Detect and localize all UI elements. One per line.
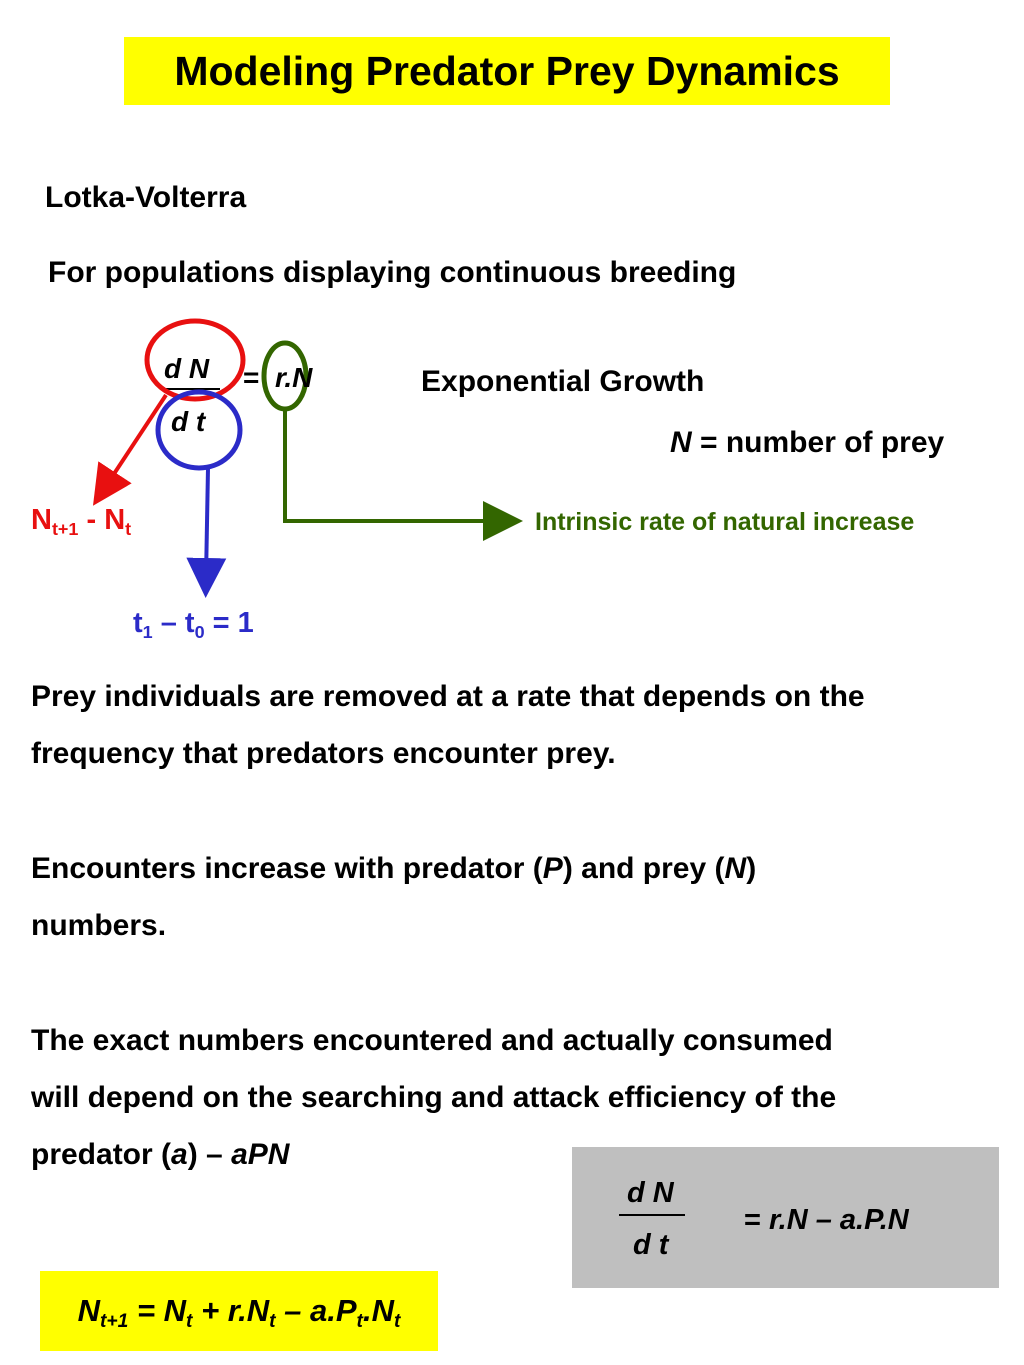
subheading: For populations displaying continuous breeding	[48, 256, 737, 289]
de-p5: .N	[362, 1293, 394, 1328]
blue-annotation	[133, 607, 254, 640]
paragraph-1-line-1: Prey individuals are removed at a rate that depends on the	[31, 680, 865, 713]
title-text: Modeling Predator Prey Dynamics	[174, 47, 840, 94]
red-arrow	[104, 395, 166, 489]
p3-l3c: ) –	[187, 1138, 232, 1171]
de-s5: t	[393, 1311, 401, 1333]
paragraph-3-line-3	[31, 1138, 289, 1171]
paragraph-1	[31, 668, 1001, 782]
paragraph-2-line-2: numbers.	[31, 909, 167, 942]
paragraph-1-line-2: frequency that predators encounter prey.	[31, 737, 616, 770]
eq-numerator: d N	[164, 353, 210, 384]
eq-rhs: r.N	[275, 362, 313, 393]
p3-a-symbol: a	[171, 1138, 188, 1171]
de-s3: t	[269, 1311, 276, 1333]
green-arrow	[285, 409, 503, 521]
difference-equation-box	[40, 1271, 438, 1351]
p2-n-symbol: N	[724, 852, 747, 885]
p2-c: ) and prey (	[562, 852, 725, 885]
p2-e: )	[746, 852, 757, 885]
de-s2: t	[186, 1311, 193, 1333]
blue-end: = 1	[204, 607, 254, 639]
p2-p-symbol: P	[542, 852, 563, 885]
blue-t1: t	[133, 607, 143, 639]
de-p2: = N	[128, 1293, 187, 1328]
n-definition	[670, 426, 944, 460]
de-p3: + r.N	[192, 1293, 270, 1328]
formula-equals: =	[744, 1204, 769, 1236]
n-symbol: N	[670, 426, 692, 459]
formula-box	[572, 1147, 999, 1288]
formula-rhs	[744, 1204, 909, 1237]
formula-denominator: d t	[633, 1229, 669, 1261]
blue-sub1: 1	[142, 621, 153, 642]
de-p4: – a.P	[275, 1293, 357, 1328]
green-annotation: Intrinsic rate of natural increase	[535, 508, 915, 536]
paragraph-2	[31, 840, 1001, 954]
exponential-growth-label: Exponential Growth	[421, 365, 705, 398]
difference-equation	[77, 1293, 401, 1333]
heading-lotka-volterra: Lotka-Volterra	[45, 181, 247, 214]
red-annotation	[31, 504, 131, 537]
de-s1: t+1	[100, 1311, 129, 1333]
eq-denominator: d t	[171, 406, 206, 437]
p2-a: Encounters increase with predator (	[31, 852, 543, 885]
formula-numerator: d N	[627, 1177, 674, 1209]
formula-rhs-expression: r.N – a.P.N	[769, 1204, 909, 1236]
paragraph-3-line-2: will depend on the searching and attack efficiency of the	[31, 1081, 837, 1114]
red-sub2: t	[125, 518, 132, 539]
n-definition-text: = number of prey	[691, 426, 945, 459]
de-p1: N	[77, 1293, 101, 1328]
red-n1: N	[31, 504, 52, 536]
paragraph-3-line-1: The exact numbers encountered and actually consumed	[31, 1024, 833, 1057]
paragraph-2-line-1	[31, 852, 756, 885]
blue-sub2: 0	[194, 621, 205, 642]
p3-apn: aPN	[231, 1138, 290, 1171]
blue-mid: – t	[152, 607, 195, 639]
p3-l3a: predator (	[31, 1138, 172, 1171]
de-s4: t	[356, 1311, 363, 1333]
red-mid: - N	[78, 504, 126, 536]
red-sub1: t+1	[51, 518, 79, 539]
formula-fraction-bar	[619, 1214, 685, 1216]
blue-arrow	[206, 468, 208, 578]
eq-equals: =	[243, 362, 260, 393]
